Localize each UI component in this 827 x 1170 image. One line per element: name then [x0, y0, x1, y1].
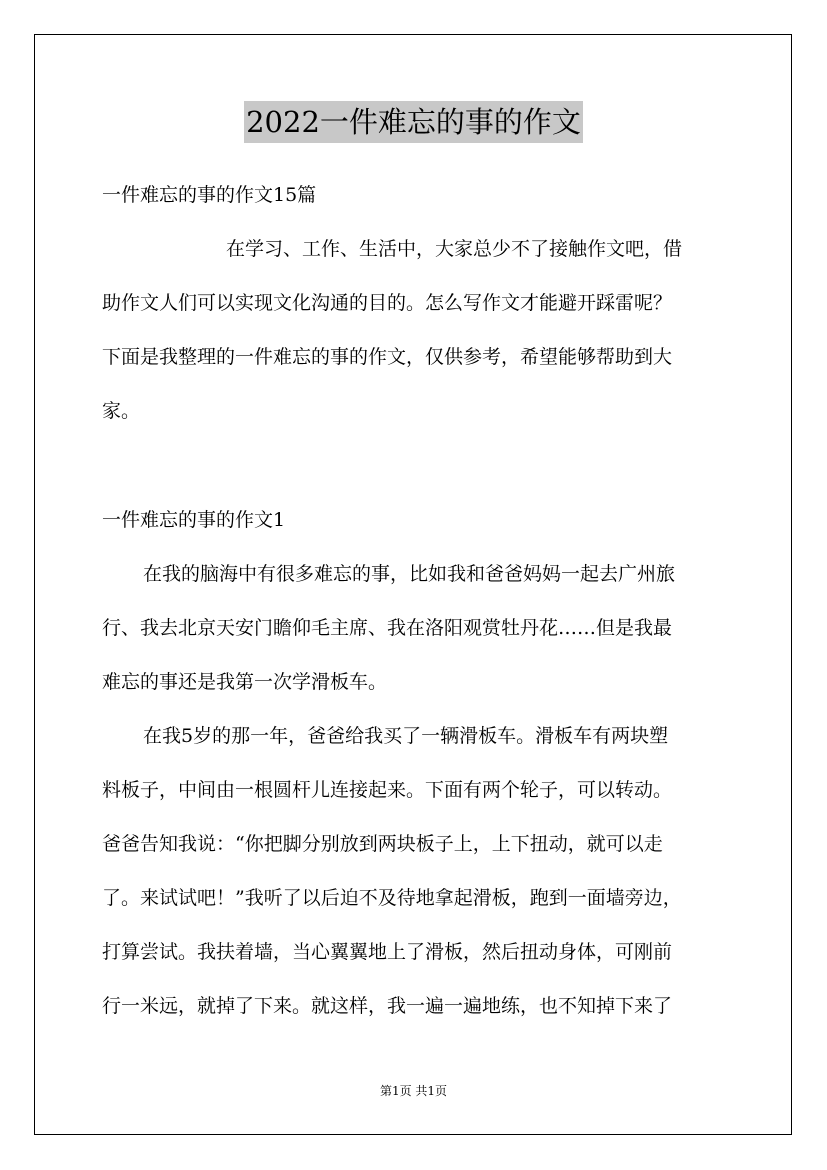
paragraph1-line-2: 行、我去北京天安门瞻仰毛主席、我在洛阳观赏牡丹花……但是我最: [102, 617, 673, 639]
document-subtitle: 一件难忘的事的作文15篇: [102, 184, 317, 206]
paragraph2-line-4: 了。来试试吧！”我听了以后迫不及待地拿起滑板，跑到一面墙旁边，: [102, 887, 682, 909]
paragraph2-line-3: 爸爸告知我说：“你把脚分别放到两块板子上，上下扭动，就可以走: [102, 833, 663, 855]
intro-line-1: 在学习、工作、生活中，大家总少不了接触作文吧，借: [226, 238, 683, 260]
paragraph2-line-5: 打算尝试。我扶着墙，当心翼翼地上了滑板，然后扭动身体，可刚前: [102, 941, 673, 963]
intro-line-3: 下面是我整理的一件难忘的事的作文，仅供参考，希望能够帮助到大: [102, 346, 673, 368]
intro-line-4: 家。: [102, 400, 141, 422]
intro-line-2: 助作文人们可以实现文化沟通的目的。怎么写作文才能避开踩雷呢？: [102, 292, 673, 314]
page-footer: 第1页 共1页: [379, 1084, 448, 1098]
section-heading: 一件难忘的事的作文1: [102, 509, 286, 531]
paragraph1-line-1: 在我的脑海中有很多难忘的事，比如我和爸爸妈妈一起去广州旅: [143, 563, 676, 585]
title-container: [0, 101, 827, 143]
paragraph2-line-2: 料板子，中间由一根圆杆儿连接起来。下面有两个轮子，可以转动。: [102, 779, 673, 801]
paragraph1-line-3: 难忘的事还是我第一次学滑板车。: [102, 671, 388, 693]
paragraph2-line-6: 行一米远，就掉了下来。就这样，我一遍一遍地练，也不知掉下来了: [102, 995, 673, 1017]
document-title: 2022一件难忘的事的作文: [244, 101, 583, 143]
paragraph2-line-1: 在我5岁的那一年，爸爸给我买了一辆滑板车。滑板车有两块塑: [143, 725, 669, 747]
